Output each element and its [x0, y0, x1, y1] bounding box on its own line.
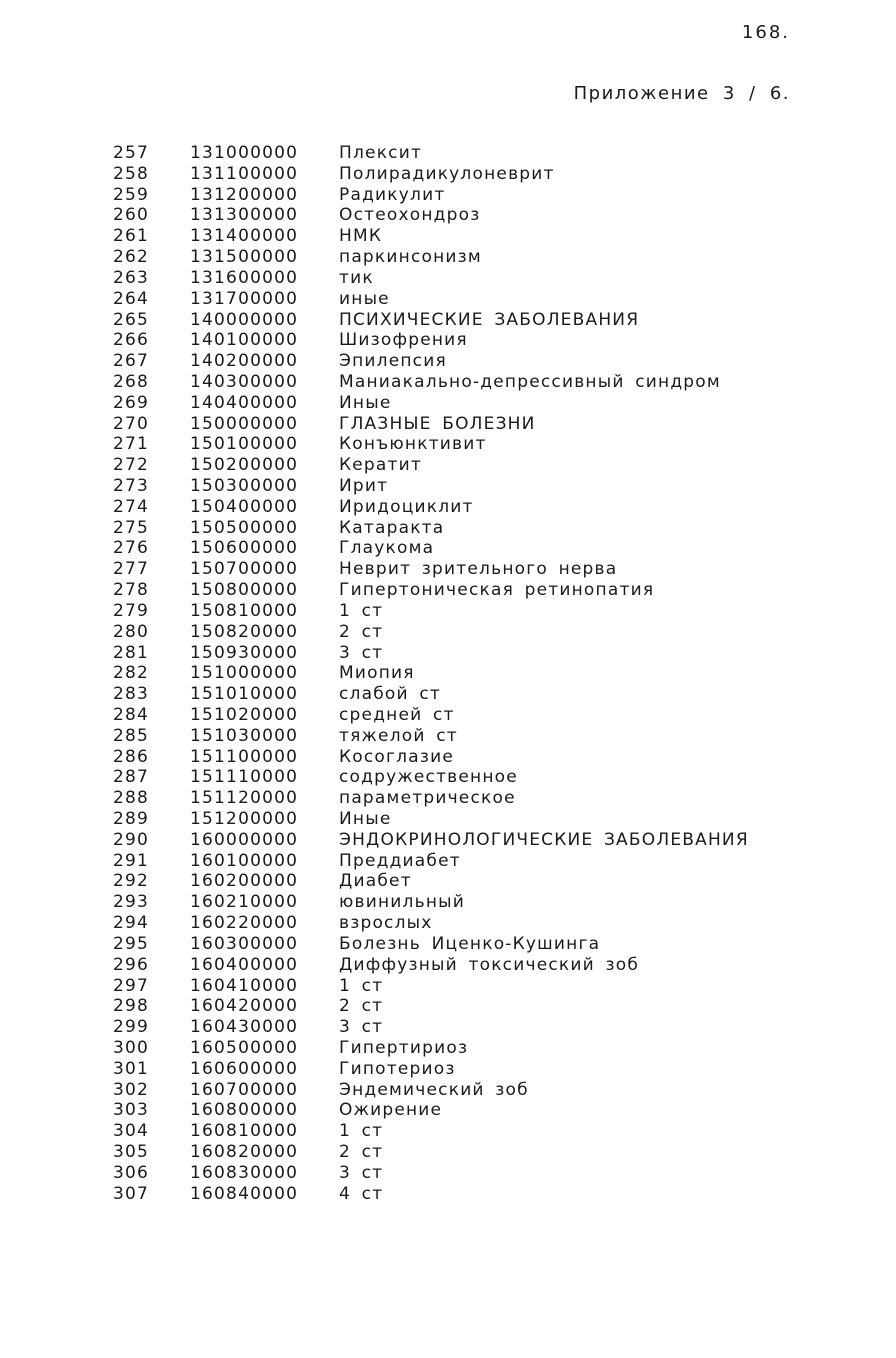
- list-item: [0, 143, 896, 164]
- list-item: [0, 851, 896, 872]
- row-code: 131400000: [190, 226, 299, 247]
- row-number: 300: [113, 1037, 150, 1058]
- row-diagnosis-name: 2 ст: [339, 621, 384, 642]
- row-number: 279: [113, 600, 150, 621]
- row-diagnosis-name: ПСИХИЧЕСКИЕ ЗАБОЛЕВАНИЯ: [339, 309, 640, 330]
- row-code: 160410000: [190, 975, 299, 996]
- list-item: [0, 205, 896, 226]
- row-code: 160220000: [190, 913, 299, 934]
- row-diagnosis-name: Полирадикулоневрит: [339, 163, 555, 184]
- list-item: [0, 289, 896, 310]
- row-code: 150930000: [190, 642, 299, 663]
- list-item: [0, 788, 896, 809]
- row-code: 160420000: [190, 996, 299, 1017]
- row-code: 151110000: [190, 767, 299, 788]
- row-diagnosis-name: Конъюнктивит: [339, 434, 487, 455]
- row-number: 289: [113, 809, 150, 829]
- row-number: 280: [113, 621, 150, 642]
- row-diagnosis-name: Диабет: [339, 871, 412, 892]
- row-number: 267: [113, 351, 150, 372]
- list-item: [0, 684, 896, 705]
- list-item: [0, 372, 896, 393]
- row-number: 299: [113, 1017, 150, 1038]
- list-item: [0, 830, 896, 851]
- row-code: 151100000: [190, 746, 299, 767]
- row-diagnosis-name: Гипотериоз: [339, 1058, 456, 1079]
- row-code: 131300000: [190, 205, 299, 226]
- row-number: 305: [113, 1142, 150, 1162]
- row-number: 290: [113, 829, 150, 850]
- row-diagnosis-name: НМК: [339, 226, 383, 247]
- row-number: 268: [113, 371, 150, 392]
- row-diagnosis-name: Шизофрения: [339, 330, 468, 351]
- row-diagnosis-name: Болезнь Иценко-Кушинга: [339, 933, 601, 954]
- row-code: 131600000: [190, 267, 299, 288]
- list-item: [0, 1038, 896, 1059]
- list-item: [0, 476, 896, 497]
- row-number: 294: [113, 913, 150, 934]
- row-number: 291: [113, 850, 150, 871]
- row-code: 160500000: [190, 1037, 299, 1058]
- row-code: 150800000: [190, 580, 299, 601]
- row-number: 266: [113, 330, 150, 351]
- list-item: [0, 663, 896, 684]
- list-item: [0, 226, 896, 247]
- row-diagnosis-name: Радикулит: [339, 184, 446, 205]
- row-diagnosis-name: 2 ст: [339, 996, 384, 1017]
- row-code: 131100000: [190, 163, 299, 184]
- row-number: 306: [113, 1162, 150, 1183]
- list-item: [0, 996, 896, 1017]
- list-item: [0, 1059, 896, 1080]
- row-code: 150300000: [190, 476, 299, 496]
- row-number: 293: [113, 892, 150, 913]
- list-item: [0, 892, 896, 913]
- row-number: 274: [113, 496, 150, 517]
- list-item: [0, 976, 896, 997]
- row-number: 271: [113, 434, 150, 455]
- row-code: 150810000: [190, 600, 299, 621]
- list-item: [0, 434, 896, 455]
- list-item: [0, 497, 896, 518]
- row-diagnosis-name: паркинсонизм: [339, 247, 482, 268]
- row-code: 151020000: [190, 704, 299, 725]
- row-code: 160300000: [190, 933, 299, 954]
- row-diagnosis-name: тик: [339, 267, 374, 288]
- page-number: 168.: [741, 22, 790, 43]
- list-item: [0, 747, 896, 768]
- row-number: 284: [113, 704, 150, 725]
- row-code: 150400000: [190, 496, 299, 517]
- list-item: [0, 164, 896, 185]
- row-code: 150700000: [190, 559, 299, 580]
- row-number: 261: [113, 226, 150, 247]
- row-diagnosis-name: Косоглазие: [339, 746, 454, 767]
- row-code: 150820000: [190, 621, 299, 642]
- code-list: [0, 143, 896, 1204]
- row-diagnosis-name: Глаукома: [339, 538, 435, 559]
- row-code: 160210000: [190, 892, 299, 913]
- row-number: 287: [113, 767, 150, 788]
- row-diagnosis-name: Маниакально-депрессивный синдром: [339, 371, 721, 392]
- row-diagnosis-name: Ожирение: [339, 1100, 443, 1121]
- row-number: 259: [113, 184, 150, 205]
- row-code: 160430000: [190, 1017, 299, 1038]
- row-number: 286: [113, 746, 150, 767]
- row-code: 150200000: [190, 455, 299, 476]
- row-code: 160800000: [190, 1100, 299, 1121]
- row-code: 151000000: [190, 663, 299, 684]
- row-code: 150600000: [190, 538, 299, 559]
- list-item: [0, 559, 896, 580]
- row-code: 140300000: [190, 371, 299, 392]
- row-diagnosis-name: Иные: [339, 392, 392, 413]
- row-number: 304: [113, 1121, 150, 1142]
- row-diagnosis-name: 1 ст: [339, 1121, 384, 1142]
- row-code: 131500000: [190, 247, 299, 268]
- row-diagnosis-name: Диффузный токсический зоб: [339, 954, 639, 975]
- row-diagnosis-name: параметрическое: [339, 788, 516, 809]
- list-item: [0, 1163, 896, 1184]
- row-number: 258: [113, 163, 150, 184]
- row-diagnosis-name: Миопия: [339, 663, 415, 684]
- row-code: 151010000: [190, 684, 299, 705]
- row-code: 150000000: [190, 413, 299, 434]
- row-code: 131700000: [190, 288, 299, 309]
- list-item: [0, 518, 896, 539]
- row-diagnosis-name: Катаракта: [339, 517, 445, 538]
- row-diagnosis-name: 3 ст: [339, 642, 384, 663]
- list-item: [0, 1080, 896, 1101]
- list-item: [0, 1121, 896, 1142]
- list-item: [0, 330, 896, 351]
- list-item: [0, 643, 896, 664]
- row-code: 150500000: [190, 517, 299, 538]
- row-code: 151120000: [190, 788, 299, 809]
- row-number: 277: [113, 559, 150, 580]
- row-number: 269: [113, 392, 150, 413]
- list-item: [0, 705, 896, 726]
- list-item: [0, 1100, 896, 1121]
- row-diagnosis-name: средней ст: [339, 704, 455, 725]
- row-diagnosis-name: Иридоциклит: [339, 496, 474, 517]
- row-diagnosis-name: Кератит: [339, 455, 422, 476]
- row-diagnosis-name: Гипертириоз: [339, 1037, 469, 1058]
- row-number: 263: [113, 267, 150, 288]
- row-number: 257: [113, 143, 150, 163]
- row-code: 160100000: [190, 850, 299, 871]
- row-number: 307: [113, 1183, 150, 1204]
- list-item: [0, 601, 896, 622]
- row-number: 297: [113, 975, 150, 996]
- row-code: 160600000: [190, 1058, 299, 1079]
- appendix-label: Приложение 3 / 6.: [573, 83, 790, 104]
- row-number: 260: [113, 205, 150, 226]
- row-number: 283: [113, 684, 150, 705]
- row-number: 292: [113, 871, 150, 892]
- row-diagnosis-name: ЭНДОКРИНОЛОГИЧЕСКИЕ ЗАБОЛЕВАНИЯ: [339, 829, 749, 850]
- row-diagnosis-name: Плексит: [339, 143, 423, 163]
- list-item: [0, 1184, 896, 1205]
- row-diagnosis-name: 4 ст: [339, 1183, 384, 1204]
- row-number: 302: [113, 1079, 150, 1100]
- row-diagnosis-name: 1 ст: [339, 600, 384, 621]
- row-number: 288: [113, 788, 150, 809]
- row-diagnosis-name: Эндемический зоб: [339, 1079, 529, 1100]
- row-diagnosis-name: Ирит: [339, 476, 389, 496]
- row-number: 281: [113, 642, 150, 663]
- list-item: [0, 809, 896, 830]
- list-item: [0, 351, 896, 372]
- row-code: 151200000: [190, 809, 299, 829]
- row-number: 273: [113, 476, 150, 496]
- row-code: 160840000: [190, 1183, 299, 1204]
- list-item: [0, 580, 896, 601]
- list-item: [0, 1142, 896, 1163]
- list-item: [0, 310, 896, 331]
- row-diagnosis-name: Иные: [339, 809, 392, 829]
- row-diagnosis-name: взрослых: [339, 913, 433, 934]
- row-code: 140100000: [190, 330, 299, 351]
- row-number: 276: [113, 538, 150, 559]
- list-item: [0, 247, 896, 268]
- row-diagnosis-name: 2 ст: [339, 1142, 384, 1162]
- row-number: 301: [113, 1058, 150, 1079]
- list-item: [0, 1017, 896, 1038]
- row-code: 160200000: [190, 871, 299, 892]
- row-code: 160810000: [190, 1121, 299, 1142]
- row-number: 282: [113, 663, 150, 684]
- row-diagnosis-name: ГЛАЗНЫЕ БОЛЕЗНИ: [339, 413, 536, 434]
- row-diagnosis-name: Преддиабет: [339, 850, 461, 871]
- row-number: 270: [113, 413, 150, 434]
- list-item: [0, 268, 896, 289]
- list-item: [0, 767, 896, 788]
- list-item: [0, 622, 896, 643]
- row-diagnosis-name: иные: [339, 288, 390, 309]
- list-item: [0, 913, 896, 934]
- row-code: 140000000: [190, 309, 299, 330]
- list-item: [0, 393, 896, 414]
- row-code: 160830000: [190, 1162, 299, 1183]
- row-number: 296: [113, 954, 150, 975]
- list-item: [0, 934, 896, 955]
- row-code: 160000000: [190, 829, 299, 850]
- row-number: 275: [113, 517, 150, 538]
- row-number: 285: [113, 725, 150, 746]
- row-number: 262: [113, 247, 150, 268]
- row-diagnosis-name: слабой ст: [339, 684, 442, 705]
- row-diagnosis-name: тяжелой ст: [339, 725, 458, 746]
- row-number: 272: [113, 455, 150, 476]
- row-number: 265: [113, 309, 150, 330]
- list-item: [0, 955, 896, 976]
- list-item: [0, 726, 896, 747]
- list-item: [0, 871, 896, 892]
- row-number: 264: [113, 288, 150, 309]
- row-diagnosis-name: Эпилепсия: [339, 351, 447, 372]
- row-diagnosis-name: 3 ст: [339, 1162, 384, 1183]
- row-diagnosis-name: содружественное: [339, 767, 518, 788]
- row-code: 151030000: [190, 725, 299, 746]
- row-code: 150100000: [190, 434, 299, 455]
- row-number: 278: [113, 580, 150, 601]
- row-code: 160820000: [190, 1142, 299, 1162]
- row-code: 131200000: [190, 184, 299, 205]
- row-number: 303: [113, 1100, 150, 1121]
- row-code: 131000000: [190, 143, 299, 163]
- row-diagnosis-name: ювинильный: [339, 892, 466, 913]
- row-diagnosis-name: 1 ст: [339, 975, 384, 996]
- row-diagnosis-name: Гипертоническая ретинопатия: [339, 580, 655, 601]
- list-item: [0, 185, 896, 206]
- row-code: 160400000: [190, 954, 299, 975]
- list-item: [0, 414, 896, 435]
- row-code: 160700000: [190, 1079, 299, 1100]
- list-item: [0, 455, 896, 476]
- row-number: 295: [113, 933, 150, 954]
- row-code: 140200000: [190, 351, 299, 372]
- row-diagnosis-name: Неврит зрительного нерва: [339, 559, 618, 580]
- row-number: 298: [113, 996, 150, 1017]
- row-code: 140400000: [190, 392, 299, 413]
- row-diagnosis-name: Остеохондроз: [339, 205, 481, 226]
- list-item: [0, 538, 896, 559]
- row-diagnosis-name: 3 ст: [339, 1017, 384, 1038]
